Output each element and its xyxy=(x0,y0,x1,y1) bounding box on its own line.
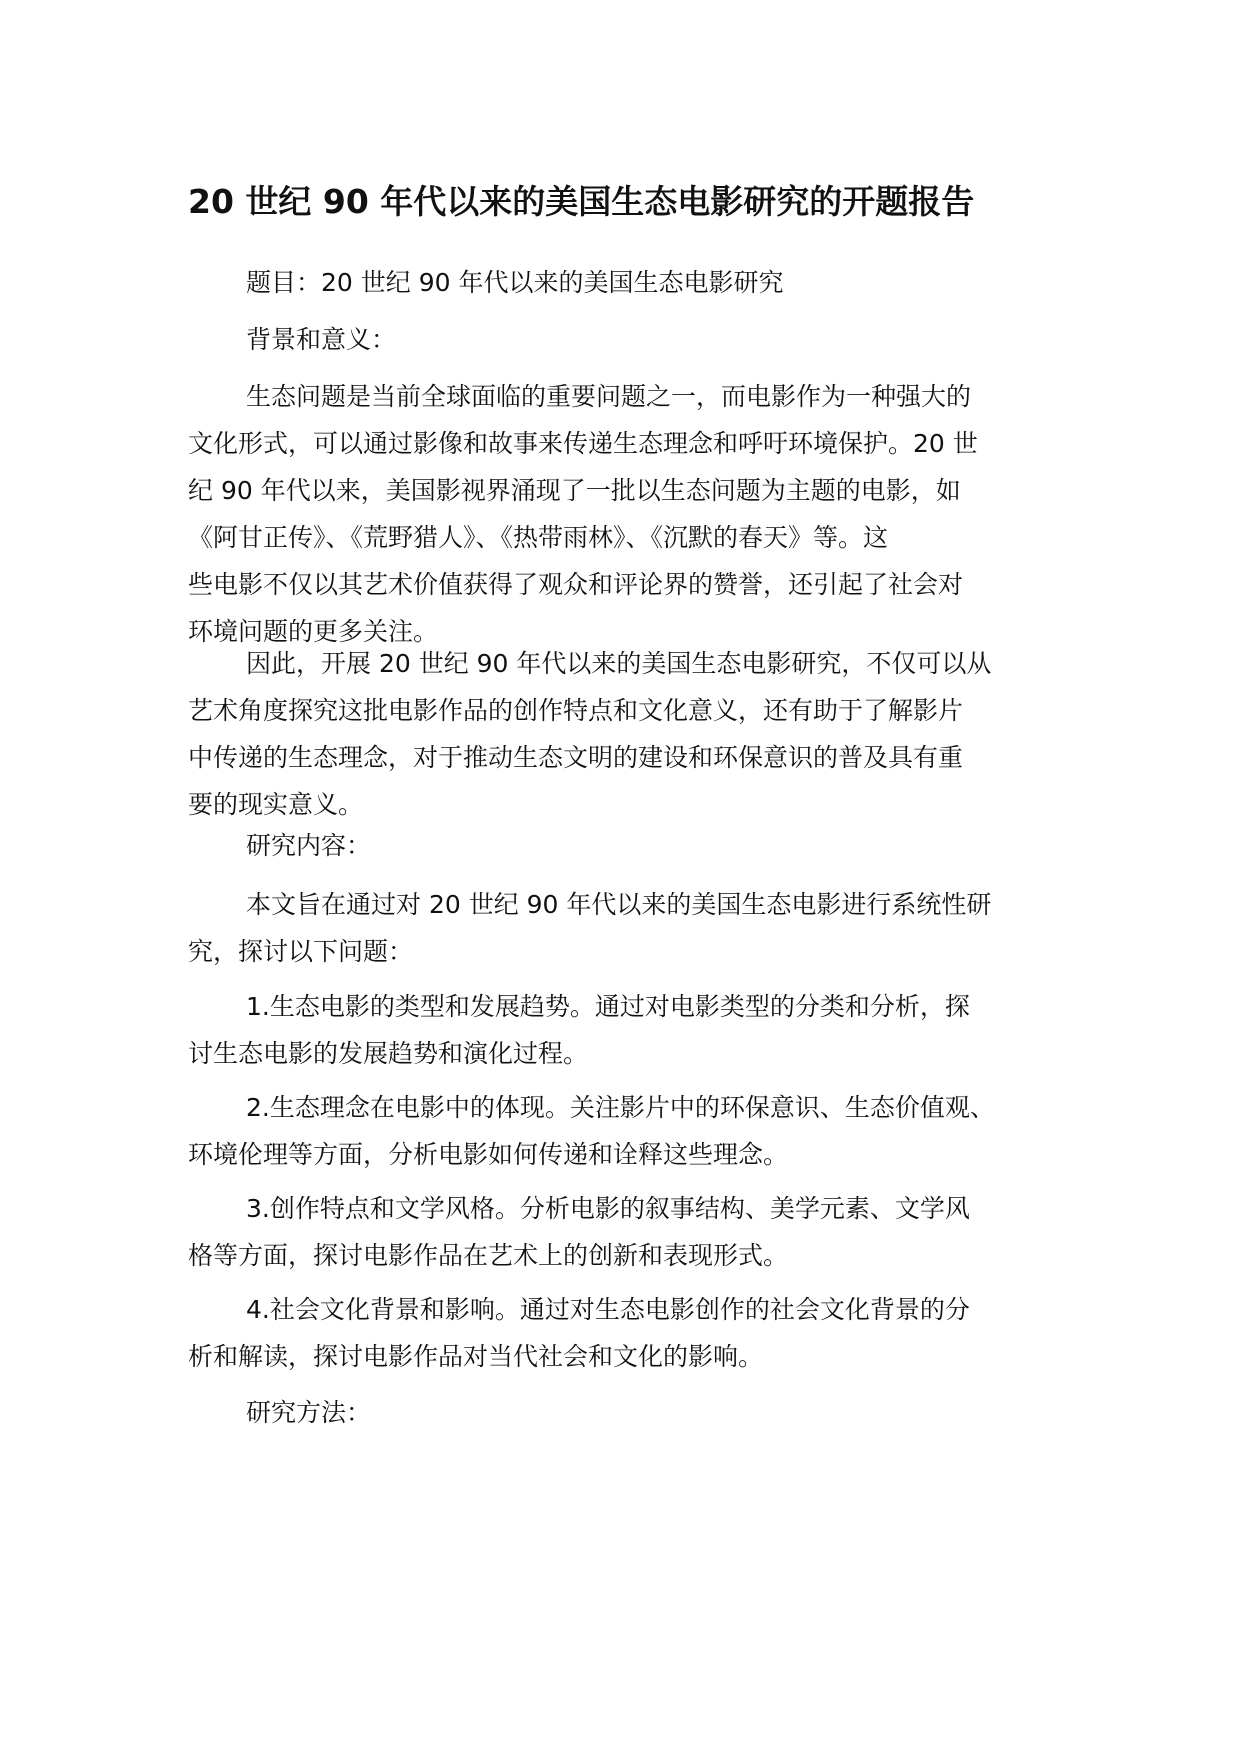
list-item-3: 3.创作特点和文学风格。分析电影的叙事结构、美学元素、文学风 格等方面，探讨电影作品在艺术上的创新和表现形式。 xyxy=(188,1194,970,1270)
list-item-1: 1.生态电影的类型和发展趋势。通过对电影类型的分类和分析，探 讨生态电影的发展趋势和演化过程。 xyxy=(188,992,970,1068)
paragraph-background-1: 生态问题是当前全球面临的重要问题之一，而电影作为一种强大的 文化形式，可以通过影像和故事来传递生态理念和呼吁环境保护。20 世 纪 90 年代以来，美国影视界涌现了一批以生态问题为主题的电影，如 《阿甘正传》、《荒野猎人》、《热带雨林》、《沉默的春天》等。这 些电影不仅以其艺术价值获得了观众和评论界的赞誉，还引起了社会对 环境问题的更多关注。 xyxy=(188,382,978,646)
document-title: 20 世纪 90 年代以来的美国生态电影研究的开题报告 xyxy=(188,182,975,221)
list-item-2: 2.生态理念在电影中的体现。关注影片中的环保意识、生态价值观、 环境伦理等方面，分析电影如何传递和诠释这些理念。 xyxy=(188,1093,995,1169)
paragraph-background-2: 因此，开展 20 世纪 90 年代以来的美国生态电影研究，不仅可以从 艺术角度探究这批电影作品的创作特点和文化意义，还有助于了解影片 中传递的生态理念，对于推动生态文明的建设和环保意识的普及具有重 要的现实意义。 xyxy=(188,649,992,819)
heading-research-method: 研究方法： xyxy=(246,1398,372,1427)
list-item-4: 4.社会文化背景和影响。通过对生态电影创作的社会文化背景的分 析和解读，探讨电影作品对当代社会和文化的影响。 xyxy=(188,1295,970,1371)
heading-research-content: 研究内容： xyxy=(246,831,372,860)
paragraph-research-intro: 本文旨在通过对 20 世纪 90 年代以来的美国生态电影进行系统性研 究，探讨以下问题： xyxy=(188,890,992,966)
paragraph-topic: 题目：20 世纪 90 年代以来的美国生态电影研究 xyxy=(246,268,784,297)
heading-background: 背景和意义： xyxy=(246,325,397,354)
